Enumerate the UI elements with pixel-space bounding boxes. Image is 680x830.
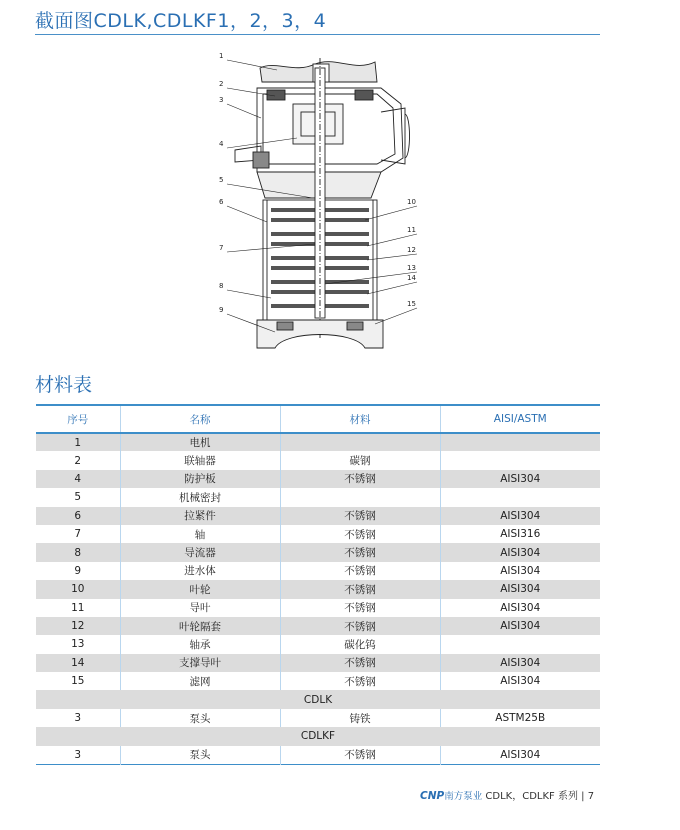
materials-table	[36, 404, 600, 765]
table-group-row	[36, 727, 600, 745]
table-row	[36, 451, 600, 469]
header-name: 名称	[120, 405, 280, 433]
cell-aisi: AISI304	[440, 562, 600, 580]
cell-material: 碳钢	[280, 451, 440, 469]
table-row	[36, 580, 600, 598]
cell-material: 铸铁	[280, 709, 440, 727]
cell-name: 泵头	[120, 746, 280, 764]
cell-name: 叶轮隔套	[120, 617, 280, 635]
page-footer	[420, 787, 594, 802]
cell-material	[280, 488, 440, 506]
callout-2: 2	[219, 80, 224, 88]
title-divider	[35, 34, 600, 35]
cell-no: 9	[74, 564, 82, 577]
cell-no: 4	[36, 470, 120, 488]
pump-cross-section-drawing	[205, 48, 475, 358]
table-row	[36, 507, 600, 525]
table-row	[36, 635, 600, 653]
callout-3: 3	[219, 96, 224, 104]
cell-name: 进水体	[120, 562, 280, 580]
cell-no: 6	[36, 507, 120, 525]
cell-aisi	[440, 635, 600, 653]
cell-no: 3	[74, 712, 82, 725]
cell-material: 不锈钢	[280, 470, 440, 488]
group-label: CDLK	[36, 690, 600, 708]
table-row	[36, 543, 600, 561]
callout-14: 14	[407, 274, 416, 282]
cell-aisi: AISI304	[440, 746, 600, 764]
cell-material: 不锈钢	[280, 672, 440, 690]
cell-aisi: AISI304	[440, 654, 600, 672]
callout-1: 1	[219, 52, 224, 60]
cell-aisi: AISI304	[440, 507, 600, 525]
cell-material: 不锈钢	[280, 746, 440, 764]
table-row	[36, 433, 600, 451]
header-aisi: AISI/ASTM	[440, 405, 600, 433]
brand-name: 南方泵业	[444, 791, 483, 802]
callout-4: 4	[219, 140, 224, 148]
cell-aisi: AISI304	[440, 617, 600, 635]
table-row	[36, 709, 600, 727]
cell-name: 轴	[120, 525, 280, 543]
cell-material: 不锈钢	[280, 525, 440, 543]
cell-no: 2	[74, 454, 82, 467]
table-row	[36, 562, 600, 580]
header-material: 材料	[280, 405, 440, 433]
cell-no: 15	[71, 675, 85, 688]
table-row	[36, 599, 600, 617]
table-row	[36, 654, 600, 672]
page-title: 截面图CDLK,CDLKF1，2，3，4	[35, 10, 327, 32]
cell-aisi: AISI304	[440, 543, 600, 561]
cell-no: 1	[36, 433, 120, 451]
cell-name: 叶轮	[120, 580, 280, 598]
table-row	[36, 746, 600, 764]
cell-name: 拉紧件	[120, 507, 280, 525]
cell-aisi: AISI304	[440, 580, 600, 598]
footer-separator: |	[581, 791, 585, 802]
cell-name: 滤网	[120, 672, 280, 690]
callout-12: 12	[407, 246, 416, 254]
table-row	[36, 617, 600, 635]
cell-name: 泵头	[120, 709, 280, 727]
cell-material: 不锈钢	[280, 562, 440, 580]
table-row	[36, 488, 600, 506]
cell-material: 不锈钢	[280, 580, 440, 598]
header-no: 序号	[67, 413, 89, 426]
callout-11: 11	[407, 226, 416, 234]
cell-name: 导流器	[120, 543, 280, 561]
cell-aisi	[440, 433, 600, 451]
cell-name: 导叶	[120, 599, 280, 617]
cell-no: 7	[74, 528, 82, 541]
cell-material: 不锈钢	[280, 507, 440, 525]
cell-aisi: AISI304	[440, 599, 600, 617]
cell-name: 机械密封	[120, 488, 280, 506]
cell-material: 不锈钢	[280, 617, 440, 635]
table-row	[36, 470, 600, 488]
callout-6: 6	[219, 198, 224, 206]
callout-10: 10	[407, 198, 416, 206]
cell-no: 13	[71, 638, 85, 651]
cell-no: 14	[36, 654, 120, 672]
cnp-logo: CNP	[420, 790, 445, 802]
cell-no: 3	[74, 748, 82, 761]
callout-8: 8	[219, 282, 224, 290]
table-row	[36, 672, 600, 690]
cell-name: 联轴器	[120, 451, 280, 469]
cell-material	[280, 433, 440, 451]
callout-9: 9	[219, 306, 224, 314]
cell-name: 防护板	[120, 470, 280, 488]
callout-7: 7	[219, 244, 224, 252]
cell-no: 5	[74, 491, 82, 504]
cell-aisi	[440, 488, 600, 506]
cell-aisi: AISI316	[440, 525, 600, 543]
page-number: 7	[587, 791, 595, 802]
table-body	[36, 433, 600, 764]
series-name: CDLK，CDLKF 系列	[485, 791, 578, 802]
cell-no: 8	[36, 543, 120, 561]
group-label: CDLKF	[36, 727, 600, 745]
cell-name: 支撑导叶	[120, 654, 280, 672]
cell-no: 10	[36, 580, 120, 598]
cell-aisi	[440, 451, 600, 469]
callout-13: 13	[407, 264, 416, 272]
cell-material: 不锈钢	[280, 654, 440, 672]
cell-aisi: AISI304	[440, 672, 600, 690]
table-row	[36, 525, 600, 543]
callout-5: 5	[219, 176, 224, 184]
cell-no: 11	[71, 601, 85, 614]
cell-no: 12	[36, 617, 120, 635]
cell-name: 轴承	[120, 635, 280, 653]
section-title: 材料表	[35, 374, 93, 396]
cell-material: 碳化钨	[280, 635, 440, 653]
callout-15: 15	[407, 300, 416, 308]
cell-aisi: ASTM25B	[440, 709, 600, 727]
cell-material: 不锈钢	[280, 543, 440, 561]
cell-name: 电机	[120, 433, 280, 451]
cell-aisi: AISI304	[440, 470, 600, 488]
table-header-row	[36, 405, 600, 433]
cell-material: 不锈钢	[280, 599, 440, 617]
table-group-row	[36, 690, 600, 708]
